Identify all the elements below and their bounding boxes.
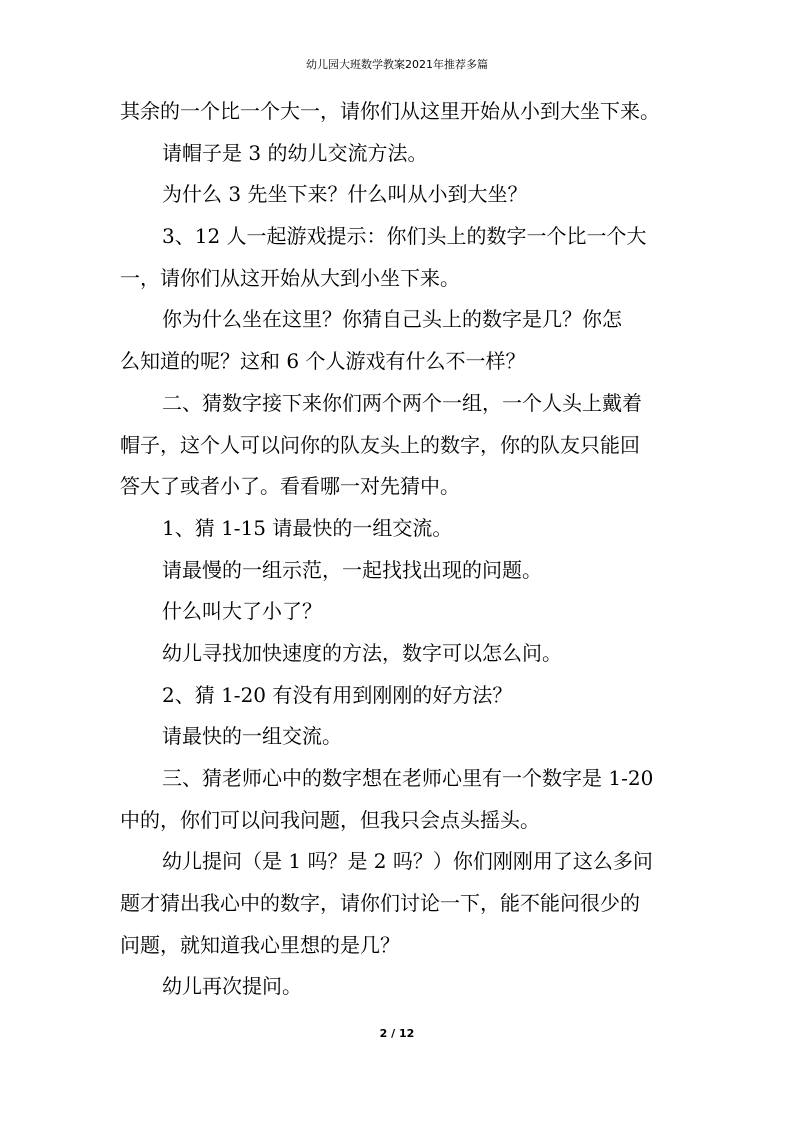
text-line: 3、12 人一起游戏提示：你们头上的数字一个比一个大 (162, 224, 647, 249)
text-line: 么知道的呢？这和 6 个人游戏有什么不一样？ (120, 349, 526, 374)
text-line: 二、猜数字接下来你们两个两个一组，一个人头上戴着 (162, 390, 642, 415)
text-line: 答大了或者小了。看看哪一对先猜中。 (120, 474, 460, 499)
text-line: 幼儿寻找加快速度的方法，数字可以怎么问。 (162, 640, 562, 665)
text-line: 题才猜出我心中的数字，请你们讨论一下，能不能问很少的 (120, 891, 640, 916)
text-line: 其余的一个比一个大一，请你们从这里开始从小到大坐下来。 (120, 99, 660, 123)
text-line: 2、猜 1-20 有没有用到刚刚的好方法？ (162, 682, 513, 707)
text-line: 为什么 3 先坐下来？什么叫从小到大坐？ (162, 182, 528, 207)
text-line: 三、猜老师心中的数字想在老师心里有一个数字是 1-20 (162, 766, 654, 790)
text-line: 你为什么坐在这里？你猜自己头上的数字是几？你怎 (162, 307, 622, 332)
text-line: 一，请你们从这开始从大到小坐下来。 (120, 265, 460, 290)
page-header: 幼儿园大班数学教案2021年推荐多篇 (306, 58, 488, 71)
text-line: 中的，你们可以问我问题，但我只会点头摇头。 (120, 807, 540, 832)
text-line: 幼儿再次提问。 (162, 974, 302, 999)
text-line: 幼儿提问（是 1 吗？是 2 吗？）你们刚刚用了这么多问 (162, 849, 653, 874)
text-line: 什么叫大了小了？ (162, 599, 322, 624)
text-line: 请最快的一组交流。 (162, 724, 342, 749)
text-line: 请帽子是 3 的幼儿交流方法。 (162, 140, 428, 165)
text-line: 帽子，这个人可以问你的队友头上的数字，你的队友只能回 (120, 432, 640, 457)
text-line: 请最慢的一组示范，一起找找出现的问题。 (162, 557, 542, 582)
body-text (120, 98, 680, 1015)
text-line: 1、猜 1-15 请最快的一组交流。 (162, 515, 453, 540)
page-number: 2 / 12 (379, 1027, 415, 1040)
text-line: 问题，就知道我心里想的是几？ (120, 932, 400, 957)
